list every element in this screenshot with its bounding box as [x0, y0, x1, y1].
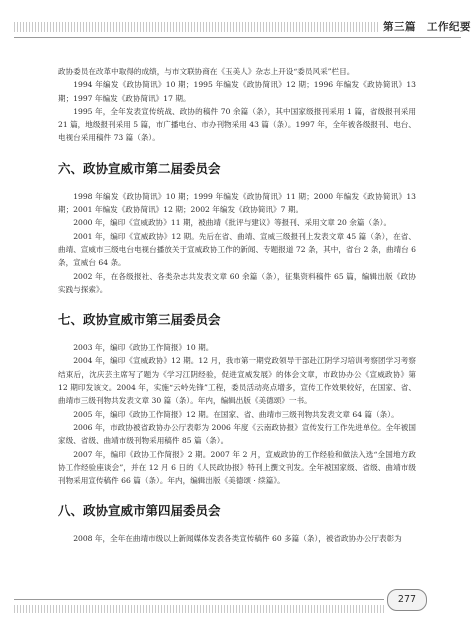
body-paragraph: 2001 年，编印《宣威政协》12 期。先后在省、曲靖、宣威三级报刊上发表文章 45 篇（条），在省、曲靖、宣威市三级电台电视台播放关于宣威政协工作的新闻、专题报道 72 条，其中，省台 2 条，曲靖台 6 条，宣威台 64 条。 — [58, 231, 416, 268]
page-header — [0, 14, 475, 44]
section-heading: 八、政协宣威市第四届委员会 — [58, 503, 221, 519]
body-paragraph: 2003 年，编印《政协工作简报》10 期。 — [73, 343, 214, 353]
body-paragraph: 2008 年，全年在曲靖市级以上新闻媒体发表各类宣传稿件 60 多篇（条），被省政协办公厅表彰为 — [73, 534, 402, 544]
header-decorative-band — [14, 22, 378, 32]
footer-decorative-band — [14, 605, 384, 613]
running-header-title: 第三篇 工作纪要 — [383, 21, 471, 33]
page-number: 277 — [387, 589, 427, 611]
section-heading: 六、政协宣威市第二届委员会 — [58, 160, 221, 176]
footer-rule — [14, 599, 384, 600]
body-paragraph: 2005 年，编印《政协工作简报》12 期。在国家、省、曲靖市三级刊物共发表文章 64 篇（条）。 — [73, 409, 399, 419]
page-body — [58, 65, 416, 546]
body-paragraph: 2002 年，在各级报社、各类杂志共发表文章 60 余篇（条），征集资料稿件 65 篇，编辑出版《政协实践与探索》。 — [58, 271, 416, 294]
body-paragraph: 2006 年，市政协被省政协办公厅表彰为 2006 年度《云南政协报》宣传发行工作先进单位。全年被国家级、省级、曲靖市级刊物采用稿件 85 篇（条）。 — [58, 422, 416, 446]
body-paragraph: 1994 年编发《政协简讯》10 期；1995 年编发《政协简讯》12 期；1996 年编发《政协简讯》13 期；1997 年编发《政协简讯》17 期。 — [58, 80, 416, 103]
header-rule — [14, 37, 461, 38]
body-paragraph: 2007 年，编印《政协工作简报》2 期。2007 年 2 月，宣威政协的工作经验和做法入选“全国地方政协工作经验座谈会”，并在 12 月 6 日的《人民政协报》特刊上撰文刊发。全年被国家级、省级、曲靖市级刊物采用宣传稿件 66 篇（条）。年内，编辑出版《美德颂 · 续篇》。 — [58, 449, 416, 486]
body-paragraph: 2000 年，编印《宣威政协》11 期，被曲靖《批评与建议》等报刊、采用文章 20 余篇（条）。 — [73, 218, 392, 228]
body-paragraph: 2004 年，编印《宣威政协》12 期。12 月，我市第一期党政领导干部赴江阴学习培训考察团学习考察结束后，沈庆芸主席写了题为《学习江阴经验，促进宣威发展》的体会文章，市政协办公《宣威政协》第 12 期印发该文。2004 年，实施“云岭先锋”工程，委员活动亮点增多，宣传工作效果较好，在国家、省、曲靖市三级刊物共发表文章 30 篇（条）。年内，编辑出版《美德颂》一书。 — [58, 356, 416, 406]
body-paragraph: 政协委员在改革中取得的成绩，与市文联协商在《玉美人》杂志上开设“委员风采”栏目。 — [58, 67, 355, 76]
body-paragraph: 1995 年，全年发表宣传统战、政协的稿件 70 余篇（条），其中国家级报刊采用 1 篇，省级报刊采用 21 篇，地级报刊采用 5 篇，市广播电台、市办刊物采用 43 篇（条）。1997 年，全年被各级报刊、电台、电视台采用稿件 73 篇（条）。 — [58, 106, 416, 143]
page-footer — [14, 588, 461, 618]
section-heading: 七、政协宣威市第三届委员会 — [58, 312, 221, 328]
body-paragraph: 1998 年编发《政协简讯》10 期；1999 年编发《政协简讯》11 期；2000 年编发《政协简讯》13 期；2001 年编发《政协简讯》12 期；2002 年编发《政协简讯》7 期。 — [58, 191, 416, 215]
